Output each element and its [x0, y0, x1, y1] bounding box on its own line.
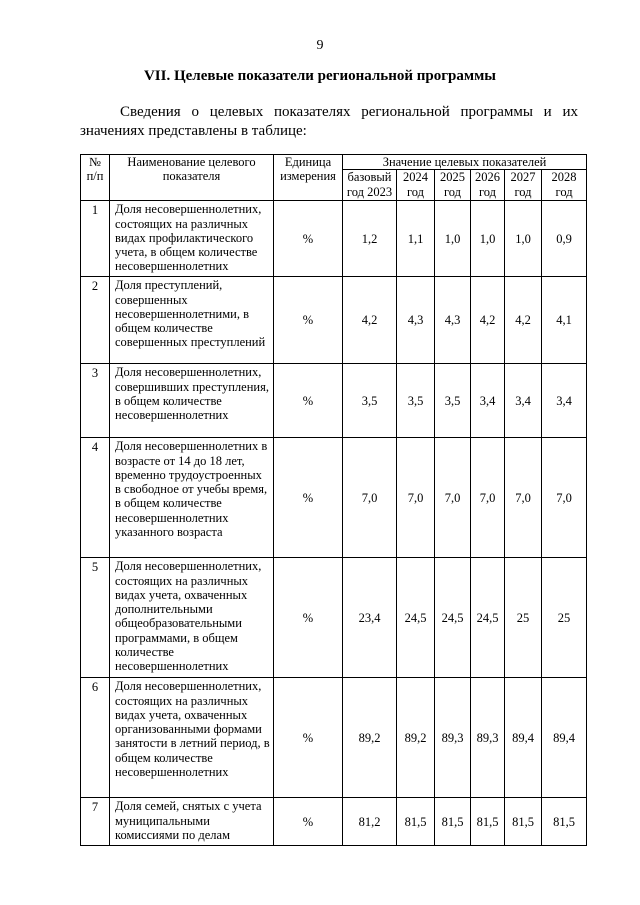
unit-cell: %: [274, 277, 343, 364]
value-cell: 24,5: [435, 558, 471, 678]
value-cell: 3,5: [435, 364, 471, 438]
value-cell: 4,2: [471, 277, 505, 364]
value-cell: 7,0: [542, 438, 587, 558]
row-number: 3: [81, 364, 110, 438]
indicator-name: Доля несовершеннолетних, состоящих на различных видах учета, охваченных организованными формами занятости в летний период, в общем количестве несовершеннолетних: [110, 678, 274, 798]
indicator-name: Доля несовершеннолетних, состоящих на различных видах профилактического учета, в общем количестве несовершеннолетних: [110, 201, 274, 277]
value-cell: 7,0: [471, 438, 505, 558]
row-number: 5: [81, 558, 110, 678]
intro-paragraph: Сведения о целевых показателях региональной программы и их значениях представлены в таблице:: [80, 104, 578, 139]
table-row: [81, 364, 587, 438]
unit-cell: %: [274, 364, 343, 438]
value-cell: 4,3: [435, 277, 471, 364]
target-indicators-table: [80, 154, 587, 846]
value-cell: 4,2: [343, 277, 397, 364]
value-cell: 24,5: [397, 558, 435, 678]
value-cell: 7,0: [435, 438, 471, 558]
table-row: [81, 438, 587, 558]
value-cell: 4,2: [505, 277, 542, 364]
unit-cell: %: [274, 558, 343, 678]
header-year: 2026 год: [471, 170, 505, 201]
value-cell: 1,0: [435, 201, 471, 277]
value-cell: 7,0: [397, 438, 435, 558]
value-cell: 3,4: [471, 364, 505, 438]
page-number: 9: [316, 38, 324, 53]
value-cell: 3,5: [397, 364, 435, 438]
row-number: 4: [81, 438, 110, 558]
header-values-group: Значение целевых показателей: [343, 155, 587, 170]
value-cell: 3,4: [542, 364, 587, 438]
header-year: базовый год 2023: [343, 170, 397, 201]
section-heading: VII. Целевые показатели региональной программы: [143, 68, 497, 84]
header-year: 2025 год: [435, 170, 471, 201]
row-number: 2: [81, 277, 110, 364]
unit-cell: %: [274, 438, 343, 558]
table-row: [81, 798, 587, 846]
value-cell: 0,9: [542, 201, 587, 277]
indicator-name: Доля преступлений, совершенных несовершеннолетними, в общем количестве совершенных преступлений: [110, 277, 274, 364]
row-number: 7: [81, 798, 110, 846]
value-cell: 81,5: [471, 798, 505, 846]
value-cell: 23,4: [343, 558, 397, 678]
value-cell: 1,1: [397, 201, 435, 277]
unit-cell: %: [274, 678, 343, 798]
header-number: № п/п: [81, 155, 110, 201]
value-cell: 4,3: [397, 277, 435, 364]
value-cell: 81,5: [505, 798, 542, 846]
value-cell: 25: [542, 558, 587, 678]
value-cell: 89,4: [542, 678, 587, 798]
header-year: 2028 год: [542, 170, 587, 201]
value-cell: 24,5: [471, 558, 505, 678]
table-row: [81, 277, 587, 364]
value-cell: 81,5: [435, 798, 471, 846]
indicator-name: Доля семей, снятых с учета муниципальными комиссиями по делам: [110, 798, 274, 846]
value-cell: 7,0: [505, 438, 542, 558]
value-cell: 25: [505, 558, 542, 678]
value-cell: 89,2: [343, 678, 397, 798]
value-cell: 1,0: [505, 201, 542, 277]
indicator-name: Доля несовершеннолетних в возрасте от 14 до 18 лет, временно трудоустроенных в свободное от учебы время, в общем количестве несовершеннолетних указанного возраста: [110, 438, 274, 558]
value-cell: 81,2: [343, 798, 397, 846]
value-cell: 4,1: [542, 277, 587, 364]
value-cell: 81,5: [542, 798, 587, 846]
table-row: [81, 558, 587, 678]
header-year: 2027 год: [505, 170, 542, 201]
row-number: 1: [81, 201, 110, 277]
value-cell: 1,2: [343, 201, 397, 277]
indicator-name: Доля несовершеннолетних, совершивших преступления, в общем количестве несовершеннолетних: [110, 364, 274, 438]
header-year: 2024 год: [397, 170, 435, 201]
unit-cell: %: [274, 201, 343, 277]
value-cell: 7,0: [343, 438, 397, 558]
value-cell: 1,0: [471, 201, 505, 277]
value-cell: 89,4: [505, 678, 542, 798]
unit-cell: %: [274, 798, 343, 846]
value-cell: 89,2: [397, 678, 435, 798]
value-cell: 3,5: [343, 364, 397, 438]
header-unit: Единица измерения: [274, 155, 343, 201]
table-row: [81, 678, 587, 798]
header-name: Наименование целевого показателя: [110, 155, 274, 201]
row-number: 6: [81, 678, 110, 798]
value-cell: 89,3: [435, 678, 471, 798]
indicator-name: Доля несовершеннолетних, состоящих на различных видах учета, охваченных дополнительными общеобразовательными программами, в общем количестве несовершеннолетних: [110, 558, 274, 678]
value-cell: 3,4: [505, 364, 542, 438]
value-cell: 81,5: [397, 798, 435, 846]
table-row: [81, 201, 587, 277]
value-cell: 89,3: [471, 678, 505, 798]
